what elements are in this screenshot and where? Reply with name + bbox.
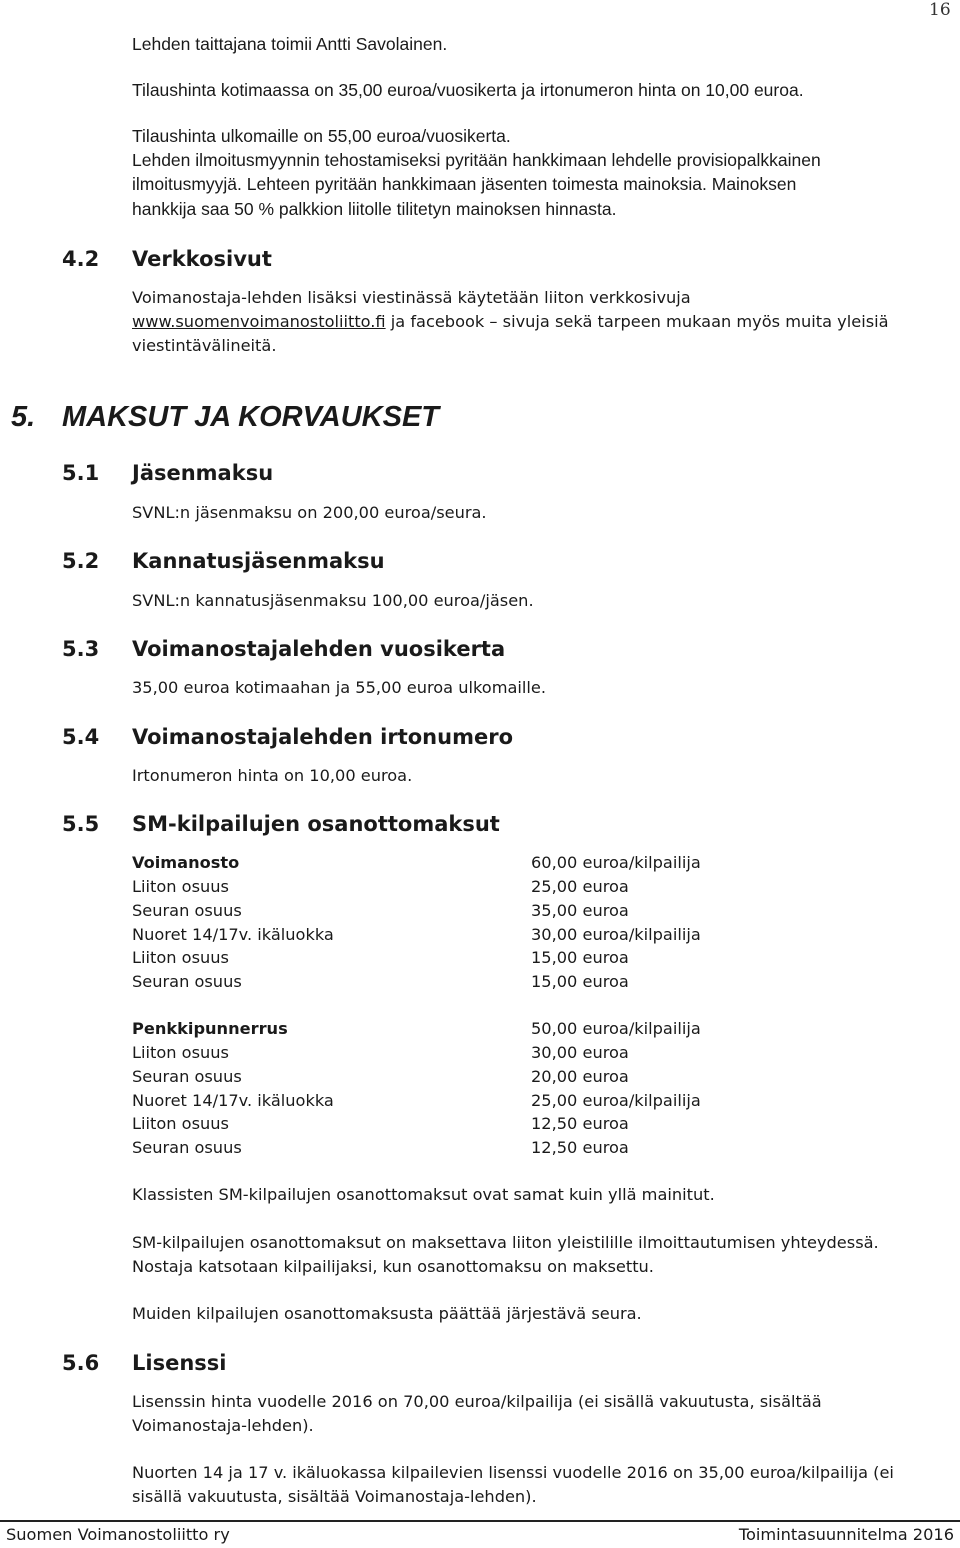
fee-value: 50,00 euroa/kilpailija [531, 1019, 701, 1038]
paragraph-line [132, 312, 889, 331]
fee-label: Seuran osuus [132, 901, 242, 920]
section-heading: SM-kilpailujen osanottomaksut [132, 812, 500, 836]
intro-line: hankkija saa 50 % palkkion liitolle tilitetyn mainoksen hinnasta. [132, 199, 617, 219]
fee-value: 12,50 euroa [531, 1138, 629, 1157]
section-number: 5.4 [62, 725, 100, 749]
fee-label: Liiton osuus [132, 1114, 229, 1133]
section-heading: Voimanostajalehden vuosikerta [132, 637, 506, 661]
intro-line: Tilaushinta ulkomaille on 55,00 euroa/vuosikerta. [132, 126, 511, 146]
fee-value: 25,00 euroa [531, 877, 629, 896]
section-heading: Verkkosivut [132, 247, 272, 271]
paragraph-line: Nostaja katsotaan kilpailijaksi, kun osanottomaksu on maksettu. [132, 1257, 654, 1276]
paragraph-line: Voimanostaja-lehden lisäksi viestinässä käytetään liiton verkkosivuja [132, 288, 691, 307]
section-heading: Jäsenmaksu [132, 461, 274, 485]
fee-group-heading: Penkkipunnerrus [132, 1019, 288, 1038]
fee-value: 15,00 euroa [531, 948, 629, 967]
paragraph-line: Irtonumeron hinta on 10,00 euroa. [132, 766, 413, 785]
paragraph-line: Voimanostaja-lehden). [132, 1416, 314, 1435]
paragraph-text: ja facebook – sivuja sekä tarpeen mukaan myös muita yleisiä [385, 312, 889, 331]
paragraph-line: SVNL:n kannatusjäsenmaksu 100,00 euroa/jäsen. [132, 591, 534, 610]
intro-line: ilmoitusmyyjä. Lehteen pyritään hankkimaan jäsenten toimesta mainoksia. Mainoksen [132, 174, 797, 194]
section-heading: Kannatusjäsenmaksu [132, 549, 385, 573]
website-link[interactable]: www.suomenvoimanostoliitto.fi [132, 312, 386, 331]
paragraph-line: Nuorten 14 ja 17 v. ikäluokassa kilpailevien lisenssi vuodelle 2016 on 35,00 euroa/kilpailija (ei [132, 1463, 894, 1482]
footer-organization: Suomen Voimanostoliitto ry [6, 1525, 230, 1544]
intro-line: Lehden taittajana toimii Antti Savolainen. [132, 34, 448, 54]
fee-label: Liiton osuus [132, 1043, 229, 1062]
section-number: 5.1 [62, 461, 100, 485]
section-number: 5.6 [62, 1351, 100, 1375]
section-number: 5.3 [62, 637, 100, 661]
page-number: 16 [929, 0, 951, 20]
fee-value: 12,50 euroa [531, 1114, 629, 1133]
fee-label: Liiton osuus [132, 877, 229, 896]
footer-document-title: Toimintasuunnitelma 2016 [738, 1525, 954, 1544]
fee-label: Seuran osuus [132, 1067, 242, 1086]
footer-divider [0, 1520, 960, 1522]
fee-value: 30,00 euroa/kilpailija [531, 925, 701, 944]
paragraph-line: sisällä vakuutusta, sisältää Voimanostaja-lehden). [132, 1487, 537, 1506]
chapter-heading: MAKSUT JA KORVAUKSET [62, 401, 440, 433]
fee-value: 30,00 euroa [531, 1043, 629, 1062]
section-heading: Voimanostajalehden irtonumero [132, 725, 513, 749]
fee-label: Seuran osuus [132, 972, 242, 991]
section-number: 5.2 [62, 549, 100, 573]
paragraph-line: viestintävälineitä. [132, 336, 277, 355]
paragraph-line: SVNL:n jäsenmaksu on 200,00 euroa/seura. [132, 503, 487, 522]
intro-line: Tilaushinta kotimaassa on 35,00 euroa/vuosikerta ja irtonumeron hinta on 10,00 euroa. [132, 80, 804, 100]
fee-value: 35,00 euroa [531, 901, 629, 920]
intro-line: Lehden ilmoitusmyynnin tehostamiseksi pyritään hankkimaan lehdelle provisiopalkkainen [132, 150, 821, 170]
chapter-number: 5. [11, 401, 36, 433]
fee-value: 25,00 euroa/kilpailija [531, 1091, 701, 1110]
fee-value: 15,00 euroa [531, 972, 629, 991]
fee-label: Seuran osuus [132, 1138, 242, 1157]
fee-label: Liiton osuus [132, 948, 229, 967]
paragraph-line: Klassisten SM-kilpailujen osanottomaksut ovat samat kuin yllä mainitut. [132, 1185, 715, 1204]
paragraph-line: Muiden kilpailujen osanottomaksusta päättää järjestävä seura. [132, 1304, 642, 1323]
section-number: 4.2 [62, 247, 100, 271]
fee-value: 60,00 euroa/kilpailija [531, 853, 701, 872]
paragraph-line: 35,00 euroa kotimaahan ja 55,00 euroa ulkomaille. [132, 678, 546, 697]
section-number: 5.5 [62, 812, 100, 836]
fee-label: Nuoret 14/17v. ikäluokka [132, 925, 334, 944]
paragraph-line: SM-kilpailujen osanottomaksut on maksettava liiton yleistilille ilmoittautumisen yhteydessä. [132, 1233, 879, 1252]
paragraph-line: Lisenssin hinta vuodelle 2016 on 70,00 euroa/kilpailija (ei sisällä vakuutusta, sisältää [132, 1392, 822, 1411]
fee-label: Nuoret 14/17v. ikäluokka [132, 1091, 334, 1110]
fee-group-heading: Voimanosto [132, 853, 240, 872]
fee-value: 20,00 euroa [531, 1067, 629, 1086]
section-heading: Lisenssi [132, 1351, 227, 1375]
